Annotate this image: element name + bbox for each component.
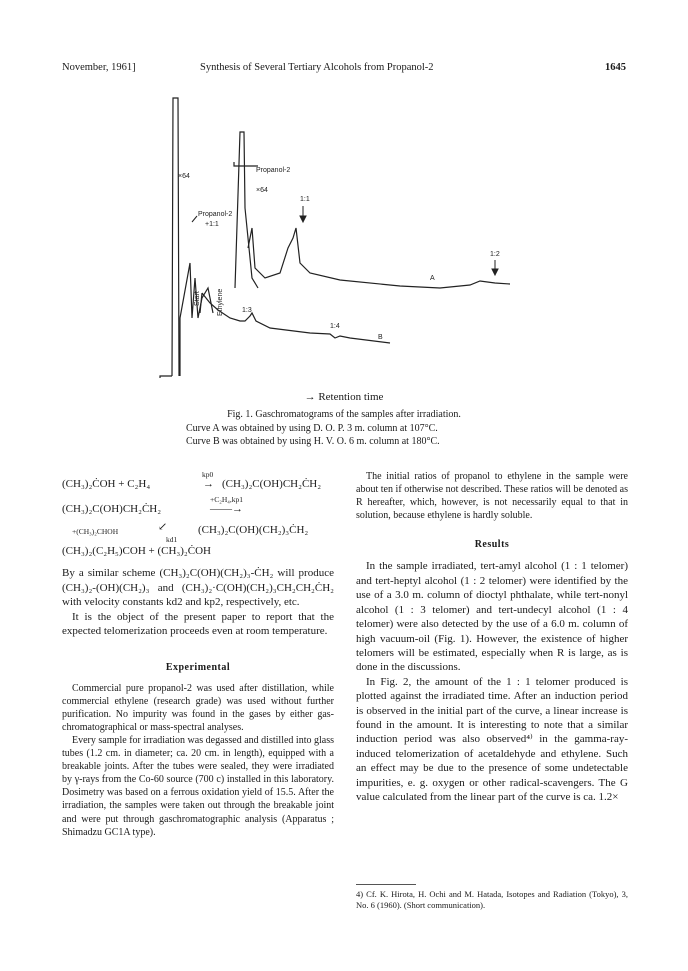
paragraph: Commercial pure propanol-2 was used after distillation, while commercial ethylene (research grade) was used without further purification. No impurity was found in the gases by either gas-chromatographical or mass-spectral analyses. (62, 682, 334, 733)
label-propanol-mix: Propanol-2 (198, 211, 233, 218)
footnote-rule (356, 884, 416, 885)
eq2-conditions: +C₂H₄,kp1 (210, 495, 244, 504)
retention-label: → Retention time (304, 391, 384, 403)
eq2-arrow: ——→ (210, 503, 243, 515)
page-number: 1645 (605, 62, 626, 73)
paragraph: It is the object of the present paper to report that the expected telomerization proceeds even at room temperature. (62, 610, 334, 637)
right-column (356, 470, 628, 804)
eq1-arrow: → (203, 478, 214, 490)
paragraph: The initial ratios of propanol to ethylene in the sample were about ten if otherwise not described. These ratios will be denoted as R hereafter, which, however, is not necessarily equal to that in solution, because ethylene is hardly soluble. (356, 471, 628, 522)
running-title: Synthesis of Several Tertiary Alcohols from Propanol-2 (200, 62, 434, 73)
eq1-rate: kp0 (202, 470, 214, 479)
eq3-rate: kd1 (166, 535, 178, 544)
header-date: November, 1961] (62, 62, 136, 73)
curve-a (248, 228, 510, 288)
paragraph: In the sample irradiated, tert-amyl alcohol (1 : 1 telomer) and tert-heptyl alcohol (1 : 2 telomer) were identified by the use of a 3.0 m. column of dioctyl phthalate, while tert-nonyl alcohol (1 : 3 telomer) and tert-undecyl alcohol (1 : 4 telomer) were also detected by the use of a 6.0 m. column of high vacuum-oil (Fig. 1). However, the existence of higher telomers will be estimated, especially when R is large, as is done in the discussions. (356, 560, 628, 674)
label-1-3: 1:3 (242, 307, 252, 314)
eq1-right: (CH₃)₂C(OH)CH₂ĊH₂ (222, 478, 322, 490)
paragraph: By a similar scheme (CH₃)₂C(OH)(CH₂)₃-ĊH₂ will produce (CH₃)₂-(OH)(CH₂)₃ and (CH₃)₂·C(OH)(CH₂)₃CH₂CH₂ĊH₂ with velocity constants kd2 and kp2, respectively, etc. (62, 567, 334, 608)
label-x64-mid: ×64 (256, 187, 268, 194)
section-heading-results: Results (474, 539, 510, 551)
eq3-right: (CH₃)₂C(OH)(CH₂)₃ĊH₂ (198, 524, 309, 536)
label-x64-left: ×64 (178, 173, 190, 180)
eq3-reagent: +(CH₃)₂CHOH (72, 527, 119, 536)
section-heading-experimental: Experimental (165, 661, 231, 673)
eq2-left: (CH₃)₂C(OH)CH₂ĊH₂ (62, 503, 162, 515)
label-1-4: 1:4 (330, 323, 340, 330)
eq4: (CH₃)₂(C₂H₅)COH + (CH₃)₂ĊOH (62, 545, 211, 557)
axis-line (160, 376, 172, 378)
label-propanol-top: Propanol-2 (256, 167, 291, 174)
label-1-1: 1:1 (300, 196, 310, 203)
label-a: A (430, 275, 435, 282)
footnote: 4) Cf. K. Hirota, H. Ochi and M. Hatada, Isotopes and Radiation (Tokyo), 3, No. 6 (1960). (Short communication). (356, 889, 628, 910)
label-mix-ratio: +1:1 (205, 221, 219, 228)
caption-curve-a: Curve A was obtained by using D. O. P. 3 m. column at 107°C. (186, 423, 438, 434)
curve-main-peak (172, 98, 179, 376)
eq1-left: (CH₃)₂ĊOH + C₂H₄ (62, 478, 151, 490)
eq3-arrow: ↙ (158, 521, 168, 533)
left-column (62, 566, 334, 839)
curve-b (202, 293, 390, 343)
label-1-2: 1:2 (490, 251, 500, 258)
label-ethylene: Ethylene (217, 288, 224, 316)
curve-start-region (180, 263, 213, 318)
bracket (234, 162, 258, 166)
caption-curve-b: Curve B was obtained by using H. V. O. 6 m. column at 180°C. (186, 436, 440, 447)
paragraph: Every sample for irradiation was degassed and distilled into glass tubes (1.2 cm. in diameter; ca. 20 cm. in length), equipped with a breakable joints. After the tubes were sealed, they were irradiated by γ-rays from the Co-60 source (700 c) installed in this laboratory. Dosimetry was based on a ferrous oxidation yield of 15.5. After the irradiation, the samples were taken out through the breakable joint and were put through gaschromatographic analysis (Apparatus ; Shimadzu GC1A type). (62, 734, 334, 838)
label-start: Start (194, 291, 201, 306)
chromatogram-figure (140, 88, 540, 388)
paragraph: In Fig. 2, the amount of the 1 : 1 telomer produced is plotted against the irradiated time. After an induction period is observed in the initial part of the curve, a linear increase is found in the amount. It is interesting to note that a similar induction period was also observed⁴⁾ in the gamma-ray-induced telomerization of acetaldehyde and ethylene. Such an effect may be due to the presence of some undetectable impurities, e. g. oxygen or other radical-scavengers. The G value calculated from the linear part of the curve is ca. 1.2× (356, 675, 628, 803)
label-b: B (378, 334, 383, 341)
figure-caption: Fig. 1. Gaschromatograms of the samples after irradiation. (227, 409, 461, 420)
